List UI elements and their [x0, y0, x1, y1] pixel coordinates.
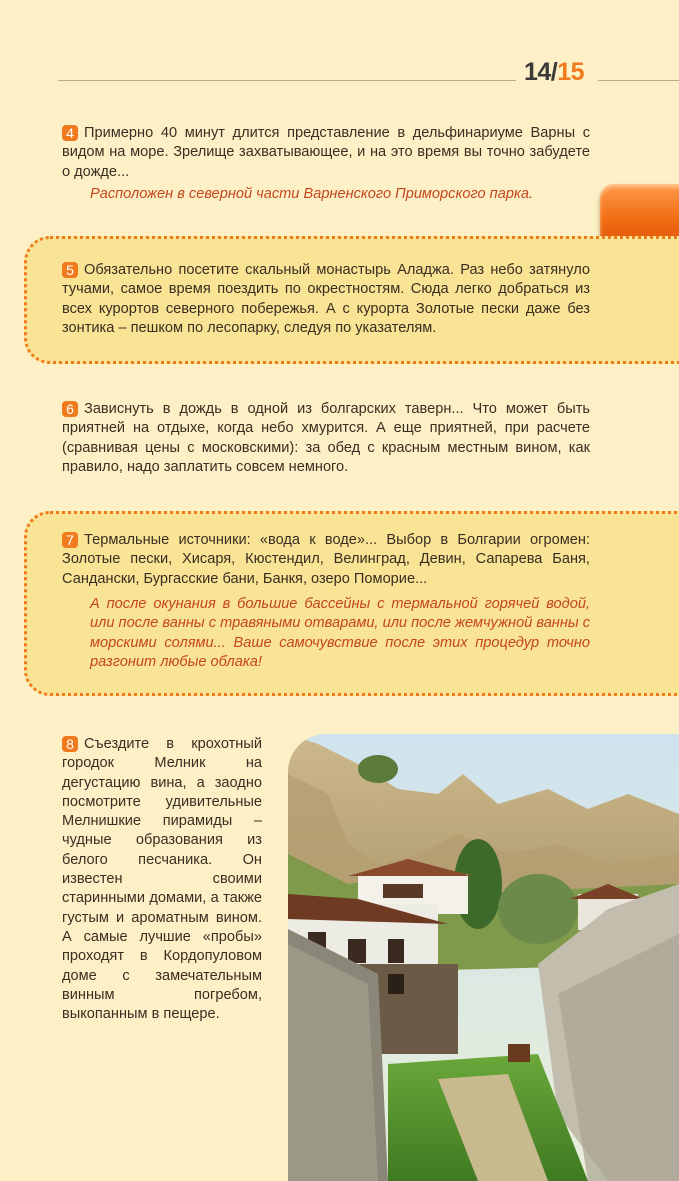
item-number-badge: 4 — [62, 125, 78, 141]
item-note: А после окунания в большие бассейны с термальной горячей водой, или после ванны с травяными отварами, или после жемчужной ванны с морскими солями... Ваше самочувствие после этих процедур точно разгонит любые облака! — [90, 596, 590, 670]
header-rule — [58, 80, 516, 81]
list-item-7 — [62, 531, 590, 589]
item-note: Расположен в северной части Варненского Приморского парка. — [90, 186, 533, 202]
item-number-badge: 5 — [62, 262, 78, 278]
list-item-8 — [62, 735, 262, 1024]
list-item-5 — [62, 261, 590, 338]
item-text: Зависнуть в дождь в одной из болгарских таверн... Что может быть приятней на отдыхе, когда небо хмурится. А еще приятней, при расчете (сравнивая цены с московскими): за обед с красным местным вином, как правило, надо заплатить совсем немного. — [62, 401, 590, 475]
item-text: Примерно 40 минут длится представление в дельфинариуме Варны с видом на море. Зрелище захватывающее, и на это время вы точно забудете о дожде... — [62, 125, 590, 180]
item-number-badge: 6 — [62, 401, 78, 417]
page-number: 14/15 — [524, 58, 585, 86]
item-number-badge: 7 — [62, 532, 78, 548]
item-text: Термальные источники: «вода к воде»... Выбор в Болгарии огромен: Золотые пески, Хисаря, Кюстендил, Велинград, Девин, Сапарева Баня, Сандански, Бургасские бани, Банкя, озеро Поморие... — [62, 532, 590, 587]
item-number-badge: 8 — [62, 736, 78, 752]
item-text: Обязательно посетите скальный монастырь Аладжа. Раз небо затянуло тучами, самое время поездить по окрестностям. Сюда легко добраться из всех курортов северного побережья. А с курорта Золотые пески даже без зонтика – пешком по лесопарку, следуя по указателям. — [62, 262, 590, 336]
list-item-6 — [62, 400, 590, 477]
item-text: Съездите в крохотный городок Мелник на дегустацию вина, а заодно посмотрите удивительные Мелнишкие пирамиды – чудные образования из белого песчаника. Он известен своими старинными домами, а также густым и ароматным вином. А самые лучшие «пробы» проходят в Кордопуловом доме с замечательным винным погребом, выкопанным в пещере. — [62, 736, 262, 1023]
melnik-village-photo — [288, 734, 679, 1181]
melnik-illustration — [288, 734, 679, 1181]
header-rule-right — [598, 80, 679, 81]
list-item-4 — [62, 124, 590, 182]
